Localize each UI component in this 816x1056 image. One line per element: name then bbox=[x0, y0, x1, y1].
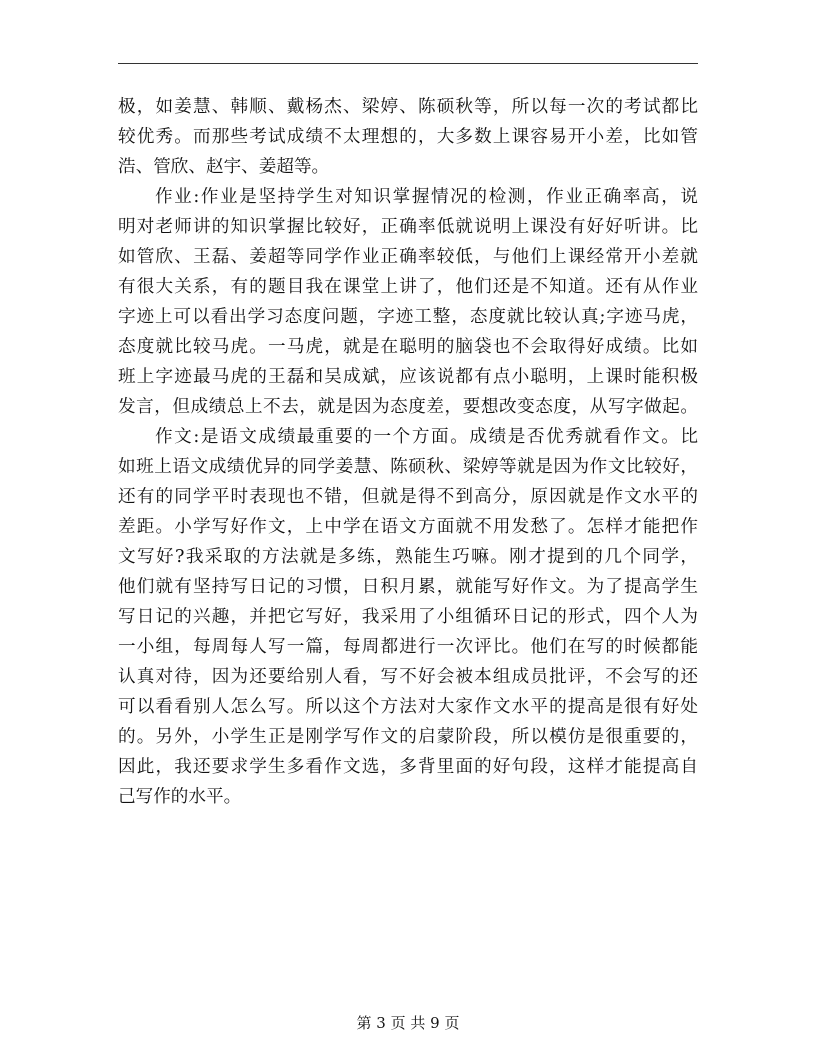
text-line: 如班上语文成绩优异的同学姜慧、陈硕秋、梁婷等就是因为作文比较好， bbox=[118, 457, 698, 477]
text-line: 如管欣、王磊、姜超等同学作业正确率较低，与他们上课经常开小差就 bbox=[118, 247, 698, 267]
text-line: 字迹上可以看出学习态度问题，字迹工整，态度就比较认真;字迹马虎， bbox=[118, 307, 698, 327]
text-line: 明对老师讲的知识掌握比较好，正确率低就说明上课没有好好听讲。比 bbox=[118, 217, 698, 237]
text-line: 可以看看别人怎么写。所以这个方法对大家作文水平的提高是很有好处 bbox=[118, 697, 698, 717]
text-line: 作业:作业是坚持学生对知识掌握情况的检测，作业正确率高，说 bbox=[155, 187, 698, 207]
header-divider bbox=[118, 63, 698, 64]
text-line: 态度就比较马虎。一马虎，就是在聪明的脑袋也不会取得好成绩。比如 bbox=[118, 337, 698, 357]
text-line: 还有的同学平时表现也不错，但就是得不到高分，原因就是作文水平的 bbox=[118, 487, 698, 507]
text-line: 较优秀。而那些考试成绩不太理想的，大多数上课容易开小差，比如管 bbox=[118, 127, 698, 147]
text-line: 文写好?我采取的方法就是多练，熟能生巧嘛。刚才提到的几个同学， bbox=[118, 547, 698, 567]
text-line: 己写作的水平。 bbox=[118, 787, 242, 807]
text-line: 他们就有坚持写日记的习惯，日积月累，就能写好作文。为了提高学生 bbox=[118, 577, 698, 597]
text-line: 有很大关系，有的题目我在课堂上讲了，他们还是不知道。还有从作业 bbox=[118, 277, 698, 297]
text-line: 浩、管欣、赵宇、姜超等。 bbox=[118, 157, 330, 177]
document-body bbox=[118, 92, 698, 812]
text-line: 发言，但成绩总上不去，就是因为态度差，要想改变态度，从写字做起。 bbox=[118, 397, 698, 417]
text-line: 极，如姜慧、韩顺、戴杨杰、梁婷、陈硕秋等，所以每一次的考试都比 bbox=[118, 97, 698, 117]
text-line: 差距。小学写好作文，上中学在语文方面就不用发愁了。怎样才能把作 bbox=[118, 517, 698, 537]
text-line: 班上字迹最马虎的王磊和吴成斌，应该说都有点小聪明，上课时能积极 bbox=[118, 367, 698, 387]
text-line: 认真对待，因为还要给别人看，写不好会被本组成员批评，不会写的还 bbox=[118, 667, 698, 687]
text-line: 因此，我还要求学生多看作文选，多背里面的好句段，这样才能提高自 bbox=[118, 757, 698, 777]
text-line: 作文:是语文成绩最重要的一个方面。成绩是否优秀就看作文。比 bbox=[155, 427, 698, 447]
page-footer: 第 3 页 共 9 页 bbox=[356, 1014, 460, 1032]
text-line: 的。另外，小学生正是刚学写作文的启蒙阶段，所以模仿是很重要的， bbox=[118, 727, 698, 747]
text-line: 一小组，每周每人写一篇，每周都进行一次评比。他们在写的时候都能 bbox=[118, 637, 698, 657]
text-line: 写日记的兴趣，并把它写好，我采用了小组循环日记的形式，四个人为 bbox=[118, 607, 698, 627]
